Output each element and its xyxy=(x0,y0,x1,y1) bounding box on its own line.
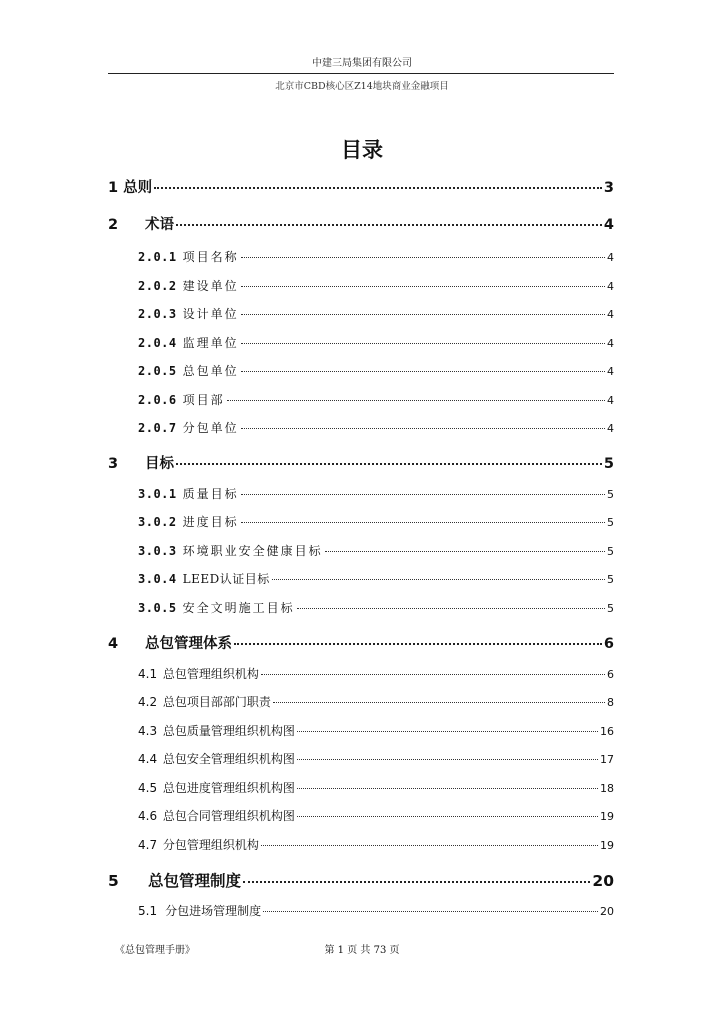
toc-entry-5[interactable] xyxy=(108,869,614,891)
toc-entry-text: 总包管理组织机构 xyxy=(162,667,259,681)
dot-leader xyxy=(297,787,598,789)
toc-entry-number: 3.0.4 xyxy=(138,572,177,586)
dot-leader xyxy=(273,701,605,703)
toc-entry-number: 1 xyxy=(108,180,119,196)
toc-entry-4-3[interactable] xyxy=(138,722,614,739)
toc-entry-text: 质量目标 xyxy=(182,487,239,501)
toc-entry-page: 5 xyxy=(607,545,614,558)
toc-entry-text: 总包管理体系 xyxy=(145,636,232,652)
toc-entry-4-6[interactable] xyxy=(138,807,614,824)
toc-entry-4-7[interactable] xyxy=(138,836,614,853)
toc-entry-text: 项目名称 xyxy=(182,250,239,264)
dot-leader xyxy=(154,186,602,189)
toc-entry-5-1[interactable] xyxy=(138,902,614,919)
dot-leader xyxy=(261,844,598,846)
toc-entry-page: 20 xyxy=(592,872,614,890)
toc-entry-page: 8 xyxy=(607,696,614,709)
dot-leader xyxy=(241,313,605,315)
toc-entry-page: 4 xyxy=(607,394,614,407)
toc-entry-page: 4 xyxy=(607,337,614,350)
dot-leader xyxy=(297,607,605,609)
toc-entry-4-2[interactable] xyxy=(138,693,614,710)
toc-entry-number: 4.5 xyxy=(138,781,158,795)
toc-entry-1[interactable] xyxy=(108,176,614,197)
dot-leader xyxy=(241,427,605,429)
toc-entry-number: 3.0.2 xyxy=(138,515,177,529)
toc-entry-2-0-5[interactable] xyxy=(138,362,614,379)
toc-entry-page: 20 xyxy=(600,905,614,918)
toc-entry-page: 18 xyxy=(600,782,614,795)
toc-entry-3[interactable] xyxy=(108,452,614,473)
toc-entry-text: 总包进度管理组织机构图 xyxy=(162,781,295,795)
dot-leader xyxy=(227,399,605,401)
toc-entry-page: 19 xyxy=(600,810,614,823)
toc-entry-number: 3.0.3 xyxy=(138,544,177,558)
dot-leader xyxy=(325,550,605,552)
dot-leader xyxy=(297,730,598,732)
toc-entry-text: 建设单位 xyxy=(182,279,239,293)
toc-entry-2-0-3[interactable] xyxy=(138,305,614,322)
toc-entry-4-5[interactable] xyxy=(138,779,614,796)
toc-entry-number: 4.2 xyxy=(138,695,158,709)
toc-entry-number: 4.4 xyxy=(138,752,158,766)
toc-entry-page: 6 xyxy=(603,636,614,652)
toc-entry-text: 安全文明施工目标 xyxy=(182,601,295,615)
toc-entry-page: 4 xyxy=(607,308,614,321)
toc-entry-page: 16 xyxy=(600,725,614,738)
toc-entry-page: 4 xyxy=(607,422,614,435)
toc-entry-4-1[interactable] xyxy=(138,665,614,682)
toc-entry-number: 2.0.5 xyxy=(138,364,177,378)
toc-entry-number: 2.0.1 xyxy=(138,250,177,264)
toc-entry-text: 项目部 xyxy=(182,393,225,407)
toc-entry-text: 总包管理制度 xyxy=(148,872,242,890)
toc-entry-text: 进度目标 xyxy=(182,515,239,529)
toc-entry-number: 4.3 xyxy=(138,724,158,738)
toc-entry-text: 分包单位 xyxy=(182,421,239,435)
toc-entry-page: 4 xyxy=(607,251,614,264)
toc-entry-text: 目标 xyxy=(145,456,174,472)
dot-leader xyxy=(234,642,602,645)
toc-entry-2-0-2[interactable] xyxy=(138,277,614,294)
toc-entry-page: 5 xyxy=(603,456,614,472)
toc-entry-3-0-3[interactable] xyxy=(138,542,614,559)
toc-entry-text: 环境职业安全健康目标 xyxy=(182,544,323,558)
toc-entry-page: 4 xyxy=(607,365,614,378)
toc-entry-number: 2.0.2 xyxy=(138,279,177,293)
toc-entry-page: 3 xyxy=(603,180,614,196)
toc-entry-number: 3 xyxy=(108,456,119,472)
toc-entry-number: 2.0.7 xyxy=(138,421,177,435)
toc-entry-page: 4 xyxy=(603,217,614,233)
toc-entry-number: 3.0.1 xyxy=(138,487,177,501)
toc-entry-4[interactable] xyxy=(108,632,614,653)
toc-entry-text: 监理单位 xyxy=(182,336,239,350)
toc-entry-text: 设计单位 xyxy=(182,307,239,321)
toc-entry-page: 5 xyxy=(607,573,614,586)
toc-entry-page: 6 xyxy=(607,668,614,681)
toc-entry-page: 4 xyxy=(607,280,614,293)
toc-entry-text: 术语 xyxy=(145,217,174,233)
toc-entry-2-0-6[interactable] xyxy=(138,391,614,408)
toc-entry-number: 4.6 xyxy=(138,809,158,823)
dot-leader xyxy=(176,462,602,465)
toc-entry-page: 17 xyxy=(600,753,614,766)
toc-entry-2-0-7[interactable] xyxy=(138,419,614,436)
dot-leader xyxy=(261,673,605,675)
toc-entry-text: LEED认证目标 xyxy=(182,572,270,586)
dot-leader xyxy=(297,815,598,817)
dot-leader xyxy=(241,342,605,344)
dot-leader xyxy=(241,285,605,287)
dot-leader xyxy=(241,521,605,523)
dot-leader xyxy=(241,493,605,495)
toc-entry-number: 4 xyxy=(108,636,119,652)
dot-leader xyxy=(176,223,602,226)
toc-entry-page: 5 xyxy=(607,516,614,529)
footer-page-number: 第 1 页 共 73 页 xyxy=(324,945,400,956)
page-header-project: 北京市CBD核心区Z14地块商业金融项目 xyxy=(275,81,449,92)
toc-entry-4-4[interactable] xyxy=(138,750,614,767)
toc-entry-number: 2.0.6 xyxy=(138,393,177,407)
toc-title: 目录 xyxy=(341,138,383,162)
toc-entry-3-0-1[interactable] xyxy=(138,485,614,502)
toc-entry-number: 4.7 xyxy=(138,838,158,852)
toc-entry-text: 总包合同管理组织机构图 xyxy=(162,809,295,823)
dot-leader xyxy=(272,578,605,580)
toc-entry-3-0-4[interactable] xyxy=(138,570,614,587)
dot-leader xyxy=(241,256,605,258)
toc-entry-page: 5 xyxy=(607,488,614,501)
dot-leader xyxy=(263,910,598,912)
toc-entry-page: 19 xyxy=(600,839,614,852)
toc-entry-number: 3.0.5 xyxy=(138,601,177,615)
toc-entry-3-0-5[interactable] xyxy=(138,599,614,616)
toc-entry-2-0-4[interactable] xyxy=(138,334,614,351)
dot-leader xyxy=(297,758,598,760)
toc-entry-page: 5 xyxy=(607,602,614,615)
toc-entry-number: 2.0.3 xyxy=(138,307,177,321)
toc-entry-number: 2 xyxy=(108,217,119,233)
toc-entry-text: 总包单位 xyxy=(182,364,239,378)
page-header-company: 中建三局集团有限公司 xyxy=(312,58,412,69)
dot-leader xyxy=(243,880,590,883)
toc-entry-text: 总包安全管理组织机构图 xyxy=(162,752,295,766)
toc-entry-number: 5 xyxy=(108,872,119,890)
toc-entry-text: 总则 xyxy=(123,180,153,196)
toc-entry-number: 5.1 xyxy=(138,904,158,918)
toc-entry-text: 总包项目部部门职责 xyxy=(162,695,271,709)
footer-manual-title: 《总包管理手册》 xyxy=(115,945,195,956)
toc-entry-3-0-2[interactable] xyxy=(138,513,614,530)
toc-entry-text: 分包进场管理制度 xyxy=(165,904,262,918)
toc-entry-number: 4.1 xyxy=(138,667,158,681)
header-divider xyxy=(108,73,614,74)
toc-entry-text: 总包质量管理组织机构图 xyxy=(162,724,295,738)
toc-entry-2[interactable] xyxy=(108,213,614,234)
toc-entry-text: 分包管理组织机构 xyxy=(162,838,259,852)
toc-entry-2-0-1[interactable] xyxy=(138,248,614,265)
toc-entry-number: 2.0.4 xyxy=(138,336,177,350)
dot-leader xyxy=(241,370,605,372)
